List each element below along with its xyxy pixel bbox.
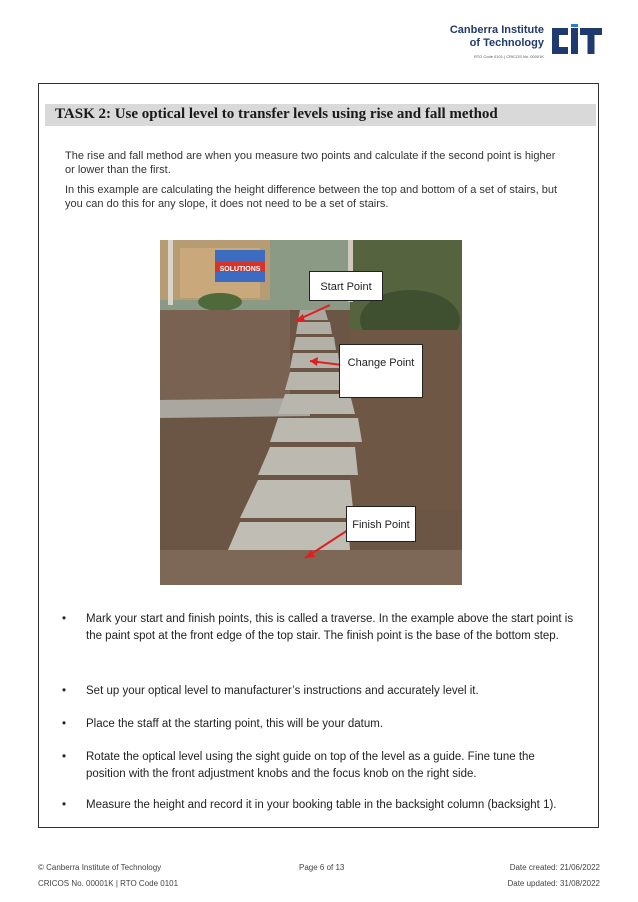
footer-date-updated: Date updated: 31/08/2022 <box>507 879 600 888</box>
cit-logo-mark-icon <box>550 24 604 58</box>
task-title-bar <box>45 104 596 126</box>
cit-logo <box>448 22 604 64</box>
bullet-icon: • <box>62 685 67 697</box>
bullet-icon: • <box>62 718 67 730</box>
task-title: TASK 2: Use optical level to transfer levels using rise and fall method <box>55 106 498 122</box>
intro-paragraph-2: In this example are calculating the height difference between the top and bottom of a set of stairs, but you can do this for any slope, it does not need to be a set of stairs. <box>65 184 558 210</box>
callout-finish-point: Finish Point <box>346 506 416 542</box>
logo-line-1: Canberra Institute <box>449 24 544 36</box>
stairs-photo <box>160 240 462 585</box>
footer-copyright: © Canberra Institute of Technology <box>38 863 162 872</box>
sign-text: SOLUTIONS <box>219 266 261 273</box>
logo-line-2: of Technology <box>469 37 544 49</box>
callout-change-point: Change Point <box>339 344 423 398</box>
callout-start-point: Start Point <box>309 271 383 301</box>
logo-wordmark <box>450 24 544 50</box>
bullet-icon: • <box>62 613 67 625</box>
intro-paragraph-1: The rise and fall method are when you measure two points and calculate if the second point is higher or lower than the first. <box>65 150 556 176</box>
footer-date-created: Date created: 21/06/2022 <box>509 863 600 872</box>
bullet-icon: • <box>62 751 67 763</box>
footer-page-number: Page 6 of 13 <box>299 863 345 872</box>
logo-subtext: RTO Code 0101 | CRICOS No. 00001K <box>473 54 544 59</box>
bullet-icon: • <box>62 799 67 811</box>
footer-cricos: CRICOS No. 00001K | RTO Code 0101 <box>38 879 179 888</box>
